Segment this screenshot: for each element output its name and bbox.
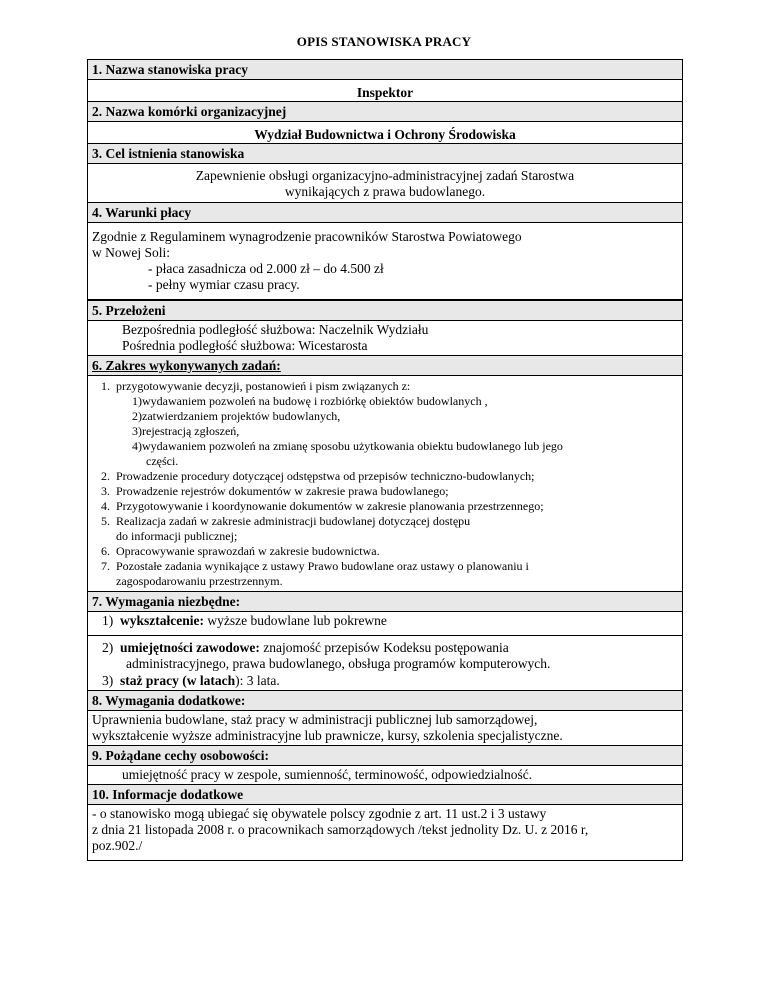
task-item: 2. Prowadzenie procedury dotyczącej odstępstwa od przepisów techniczno-budowlanych; <box>101 469 535 483</box>
task-subitem: 1) wydawaniem pozwoleń na budowę i rozbiórkę obiektów budowlanych , <box>132 394 488 408</box>
salary-line-2: w Nowej Soli: <box>92 245 171 260</box>
section-3-heading: 3. Cel istnienia stanowiska <box>88 144 682 164</box>
section-6-heading-text: 6. Zakres wykonywanych zadań: <box>92 358 281 373</box>
requirement-skills: 2) umiejętności zawodowe: znajomość przepisów Kodeksu postępowania administracyjnego, prawa budowlanego, obsługa programów komputerowych. <box>88 636 682 673</box>
education-label: wykształcenie: <box>120 613 204 628</box>
additional-requirements <box>88 711 682 746</box>
task-list <box>88 376 682 592</box>
additional-line-2: wykształcenie wyższe administracyjne lub prawnicze, kursy, szkolenia specjalistyczne. <box>92 728 563 743</box>
task-subitem: 4) wydawaniem pozwoleń na zmianę sposobu użytkowania obiektu budowlanego lub jego <box>132 439 563 453</box>
task-subitem: 2) zatwierdzaniem projektów budowlanych, <box>132 409 341 423</box>
task-item: 1. przygotowywanie decyzji, postanowień i pism związanych z: <box>101 379 411 393</box>
task-item: 3. Prowadzenie rejestrów dokumentów w zakresie prawa budowlanego; <box>101 484 449 498</box>
section-8-heading: 8. Wymagania dodatkowe: <box>88 691 682 711</box>
experience-label: staż pracy (w latach <box>120 673 236 688</box>
section-7-heading: 7. Wymagania niezbędne: <box>88 592 682 612</box>
department-name: Wydział Budownictwa i Ochrony Środowiska <box>88 122 682 144</box>
requirement-experience: 3) staż pracy (w latach): 3 lata. <box>88 673 682 691</box>
position-purpose <box>88 164 682 203</box>
task-subitem-continuation: części. <box>146 454 179 468</box>
salary-fulltime: - pełny wymiar czasu pracy. <box>148 277 300 292</box>
direct-supervisor: Bezpośrednia podległość służbowa: Naczelnik Wydziału <box>122 322 429 337</box>
job-description-form <box>87 59 683 861</box>
supervisors <box>88 321 682 356</box>
education-value: wyższe budowlane lub pokrewne <box>203 613 387 628</box>
purpose-line-2: wynikających z prawa budowlanego. <box>284 184 486 199</box>
task-item: 5. Realizacja zadań w zakresie administracji budowlanej dotyczącej dostępu <box>101 514 471 528</box>
task-item: 6. Opracowywanie sprawozdań w zakresie budownictwa. <box>101 544 380 558</box>
task-item-continuation: zagospodarowaniu przestrzennym. <box>116 574 283 588</box>
skills-label: umiejętności zawodowe: <box>120 640 260 655</box>
personality-traits: umiejętność pracy w zespole, sumienność, terminowość, odpowiedzialność. <box>88 766 682 785</box>
task-subitem: 3) rejestracją zgłoszeń, <box>132 424 240 438</box>
purpose-line-1: Zapewnienie obsługi organizacyjno-administracyjnej zadań Starostwa <box>195 168 575 183</box>
skills-value: znajomość przepisów Kodeksu postępowania <box>259 640 509 655</box>
section-9-heading: 9. Pożądane cechy osobowości: <box>88 746 682 766</box>
section-10-heading: 10. Informacje dodatkowe <box>88 785 682 805</box>
indirect-supervisor: Pośrednia podległość służbowa: Wicestarosta <box>122 338 368 353</box>
section-4-heading: 4. Warunki płacy <box>88 203 682 223</box>
info-line-2: z dnia 21 listopada 2008 r. o pracownikach samorządowych /tekst jednolity Dz. U. z 2016 r, <box>92 822 589 837</box>
document-title: OPIS STANOWISKA PRACY <box>296 34 472 49</box>
position-name: Inspektor <box>88 80 682 102</box>
additional-info <box>88 805 682 860</box>
requirement-education: 1) wykształcenie: wyższe budowlane lub pokrewne <box>88 612 682 636</box>
experience-value: ): 3 lata. <box>235 673 280 688</box>
task-item: 7. Pozostałe zadania wynikające z ustawy Prawo budowlane oraz ustawy o planowaniu i <box>101 559 529 573</box>
info-line-3: poz.902./ <box>92 838 143 853</box>
skills-value-line-2: administracyjnego, prawa budowlanego, obsługa programów komputerowych. <box>126 656 551 671</box>
task-item: 4. Przygotowywanie i koordynowanie dokumentów w zakresie planowania przestrzennego; <box>101 499 544 513</box>
salary-line-1: Zgodnie z Regulaminem wynagrodzenie pracowników Starostwa Powiatowego <box>92 229 522 244</box>
additional-line-1: Uprawnienia budowlane, staż pracy w administracji publicznej lub samorządowej, <box>92 712 538 727</box>
salary-conditions <box>88 223 682 300</box>
section-2-heading: 2. Nazwa komórki organizacyjnej <box>88 102 682 122</box>
info-line-1: - o stanowisko mogą ubiegać się obywatele polscy zgodnie z art. 11 ust.2 i 3 ustawy <box>92 806 547 821</box>
task-item-continuation: do informacji publicznej; <box>116 529 238 543</box>
section-1-heading: 1. Nazwa stanowiska pracy <box>88 60 682 80</box>
section-6-heading <box>88 356 682 376</box>
section-5-heading: 5. Przełożeni <box>88 300 682 321</box>
salary-base: - płaca zasadnicza od 2.000 zł – do 4.500 zł <box>148 261 384 276</box>
